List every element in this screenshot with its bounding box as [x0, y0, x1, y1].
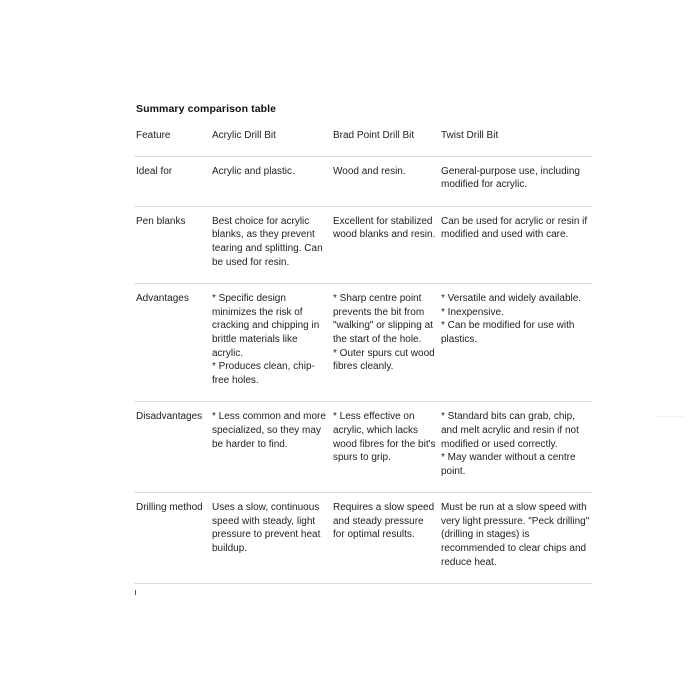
- header-twist-drill-bit: Twist Drill Bit: [439, 127, 592, 156]
- twist-cell: General-purpose use, including modified for acrylic.: [439, 156, 592, 206]
- twist-cell: Can be used for acrylic or resin if modified and used with care.: [439, 206, 592, 283]
- row-feature-cell: Advantages: [134, 284, 210, 402]
- acrylic-cell: Best choice for acrylic blanks, as they prevent tearing and splitting. Can be used for resin.: [210, 206, 331, 283]
- acrylic-cell: Acrylic and plastic.: [210, 156, 331, 206]
- row-feature-cell: Ideal for: [134, 156, 210, 206]
- header-brad-point-drill-bit: Brad Point Drill Bit: [331, 127, 439, 156]
- acrylic-cell: * Specific design minimizes the risk of cracking and chipping in brittle materials like acrylic. * Produces clean, chip-free holes.: [210, 284, 331, 402]
- row-feature-cell: Drilling method: [134, 493, 210, 584]
- twist-cell: * Versatile and widely available. * Inexpensive. * Can be modified for use with plastics.: [439, 284, 592, 402]
- table-row-pen-blanks: [134, 206, 592, 283]
- side-divider: [656, 416, 684, 417]
- table-title: Summary comparison table: [136, 103, 277, 115]
- comparison-table: [134, 127, 592, 584]
- table-header-row: [134, 127, 592, 156]
- twist-cell: * Standard bits can grab, chip, and melt acrylic and resin if not modified or used correctly. * May wander without a centre point.: [439, 402, 592, 493]
- acrylic-cell: * Less common and more specialized, so they may be harder to find.: [210, 402, 331, 493]
- table-edge-mark: [135, 590, 136, 595]
- table-row-disadvantages: [134, 402, 592, 493]
- brad-point-cell: * Sharp centre point prevents the bit from "walking" or slipping at the start of the hole. * Outer spurs cut wood fibres cleanly.: [331, 284, 439, 402]
- table-row-advantages: [134, 284, 592, 402]
- brad-point-cell: Wood and resin.: [331, 156, 439, 206]
- acrylic-cell: Uses a slow, continuous speed with steady, light pressure to prevent heat buildup.: [210, 493, 331, 584]
- brad-point-cell: * Less effective on acrylic, which lacks wood fibres for the bit's spurs to grip.: [331, 402, 439, 493]
- header-acrylic-drill-bit: Acrylic Drill Bit: [210, 127, 331, 156]
- table-row-ideal-for: [134, 156, 592, 206]
- brad-point-cell: Requires a slow speed and steady pressure for optimal results.: [331, 493, 439, 584]
- row-feature-cell: Disadvantages: [134, 402, 210, 493]
- brad-point-cell: Excellent for stabilized wood blanks and resin.: [331, 206, 439, 283]
- header-feature: Feature: [134, 127, 210, 156]
- row-feature-cell: Pen blanks: [134, 206, 210, 283]
- twist-cell: Must be run at a slow speed with very light pressure. "Peck drilling" (drilling in stages) is recommended to clear chips and reduce heat.: [439, 493, 592, 584]
- table-row-drilling-method: [134, 493, 592, 584]
